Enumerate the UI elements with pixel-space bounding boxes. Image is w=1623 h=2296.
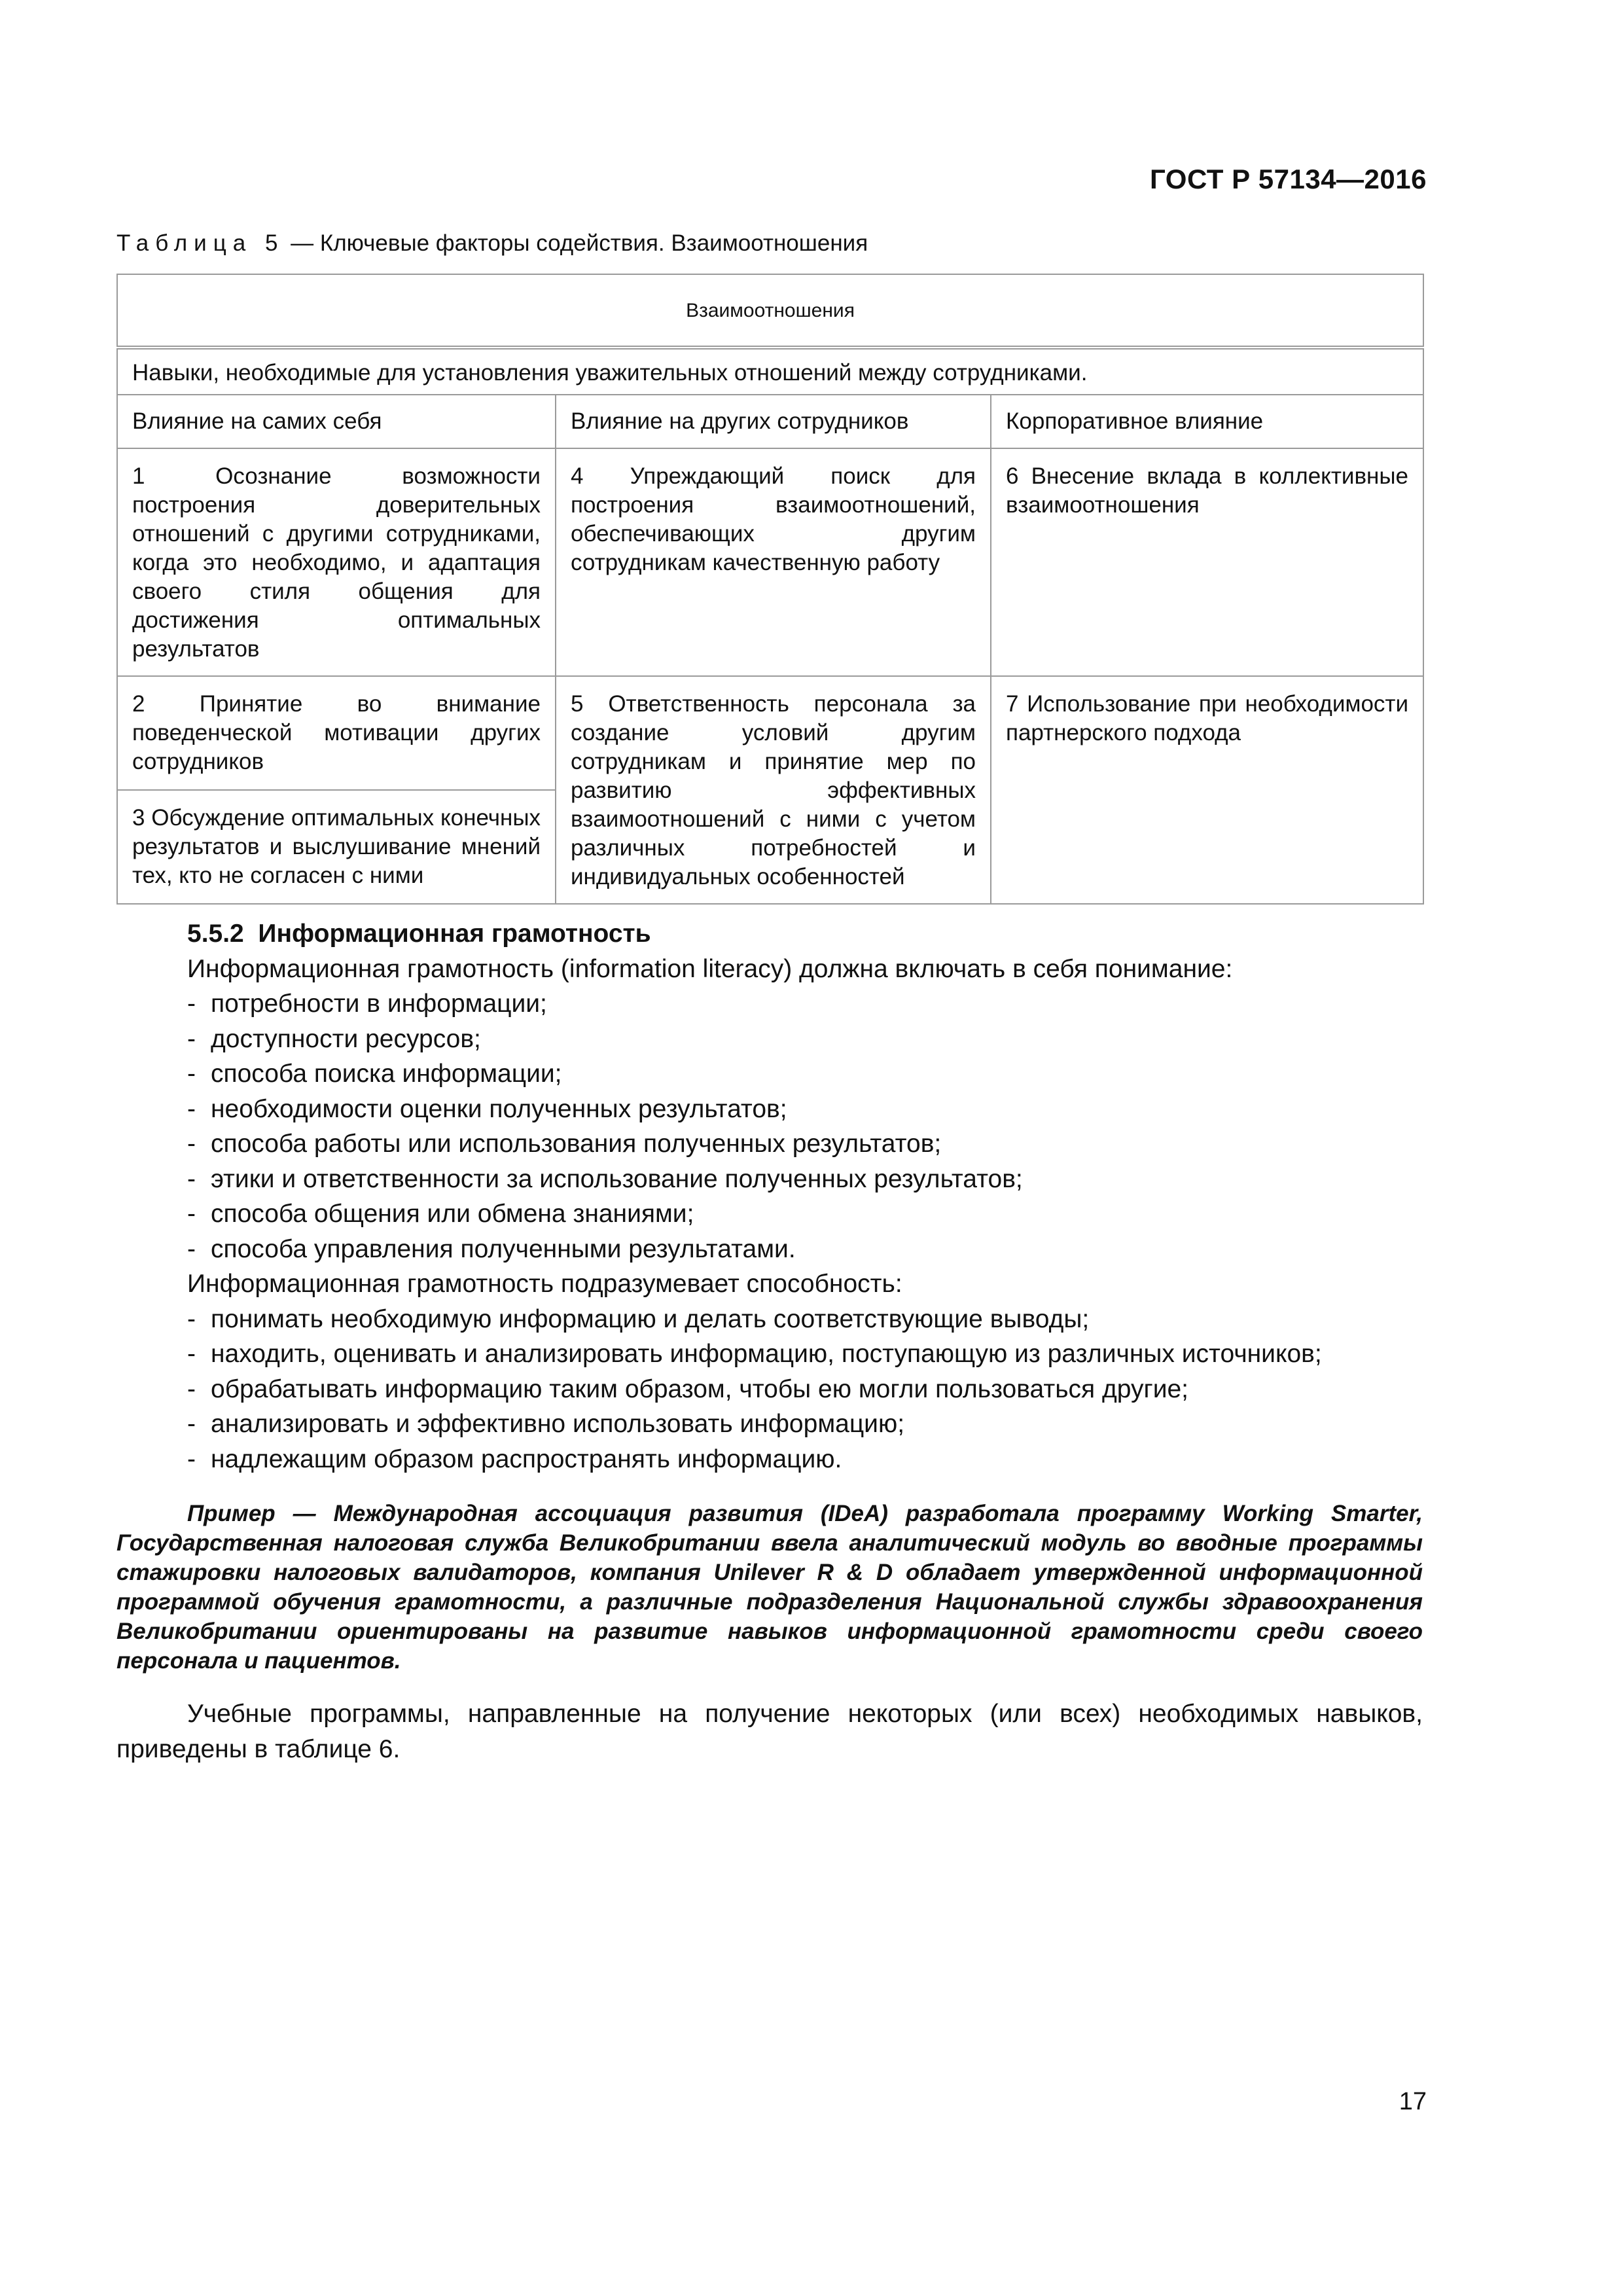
table-cell-4: 4 Упреждающий поиск для построения взаимоотношений, обеспечивающих другим сотрудникам качественную работу: [556, 448, 991, 676]
table-cell-7: 7 Использование при необходимости партнерского подхода: [991, 676, 1423, 904]
list-item: - надлежащим образом распространять информацию.: [187, 1442, 1423, 1477]
example-note: Пример — Международная ассоциация развития (IDeA) разработала программу Working Smarter, Государственная налоговая служба Великобритании ввела аналитический модуль во вводные программы стажировки налоговых валидаторов, компания Unilever R & D обладает утвержденной информационной программой обучения грамотности, а различные подразделения Национальной службы здравоохранения Великобритании ориентированы на развитие навыков информационной грамотности среди своего персонала и пациентов.: [116, 1501, 1423, 1674]
standard-code: ГОСТ Р 57134—2016: [1150, 164, 1427, 194]
list-item: - находить, оценивать и анализировать информацию, поступающую из различных источников;: [187, 1336, 1423, 1372]
list-item: - способа управления полученными результатами.: [187, 1232, 1423, 1267]
table-description: Навыки, необходимые для установления уважительных отношений между сотрудниками.: [117, 348, 1423, 395]
list-item: - этики и ответственности за использование полученных результатов;: [187, 1162, 1423, 1197]
ability-intro: Информационная грамотность подразумевает способность:: [187, 1270, 902, 1298]
section-body: [116, 916, 1423, 1767]
table-cell-3: 3 Обсуждение оптимальных конечных результатов и выслушивание мнений тех, кто не согласен с ними: [117, 790, 556, 904]
list-item: - потребности в информации;: [187, 986, 1423, 1022]
understanding-list: [116, 986, 1423, 1266]
section-number: 5.5.2: [187, 920, 244, 948]
column-header-corporate: Корпоративное влияние: [991, 395, 1423, 448]
list-item: - анализировать и эффективно использовать информацию;: [187, 1407, 1423, 1442]
page-number: 17: [1399, 2088, 1427, 2115]
column-header-others: Влияние на других сотрудников: [556, 395, 991, 448]
section-heading: [116, 916, 1423, 952]
section-intro: Информационная грамотность (information literacy) должна включать в себя понимание:: [187, 954, 1233, 983]
column-header-self: Влияние на самих себя: [117, 395, 556, 448]
key-factors-table: [116, 274, 1424, 905]
ability-list: [116, 1302, 1423, 1477]
table-cell-5: 5 Ответственность персонала за создание условий другим сотрудникам и принятие мер по развитию эффективных взаимоотношений с ними с учетом различных потребностей и индивидуальных особенностей: [556, 676, 991, 904]
list-item: - способа поиска информации;: [187, 1056, 1423, 1092]
closing-paragraph: Учебные программы, направленные на получение некоторых (или всех) необходимых навыков, приведены в таблице 6.: [116, 1700, 1423, 1763]
table-caption-text: — Ключевые факторы содействия. Взаимоотношения: [284, 230, 868, 256]
table-title: Взаимоотношения: [117, 274, 1423, 348]
list-item: - способа общения или обмена знаниями;: [187, 1196, 1423, 1232]
list-item: - понимать необходимую информацию и делать соответствующие выводы;: [187, 1302, 1423, 1337]
table-cell-2: 2 Принятие во внимание поведенческой мотивации других сотрудников: [117, 676, 556, 790]
list-item: - доступности ресурсов;: [187, 1022, 1423, 1057]
table-cell-6: 6 Внесение вклада в коллективные взаимоотношения: [991, 448, 1423, 676]
list-item: - способа работы или использования полученных результатов;: [187, 1126, 1423, 1162]
list-item: - необходимости оценки полученных результатов;: [187, 1092, 1423, 1127]
list-item: - обрабатывать информацию таким образом, чтобы ею могли пользоваться другие;: [187, 1372, 1423, 1407]
table-cell-1: 1 Осознание возможности построения доверительных отношений с другими сотрудниками, когда это необходимо, и адаптация своего стиля общения для достижения оптимальных результатов: [117, 448, 556, 676]
table-caption-prefix: Таблица 5: [116, 230, 285, 256]
table-caption: [116, 230, 868, 257]
section-title: Информационная грамотность: [258, 920, 651, 948]
